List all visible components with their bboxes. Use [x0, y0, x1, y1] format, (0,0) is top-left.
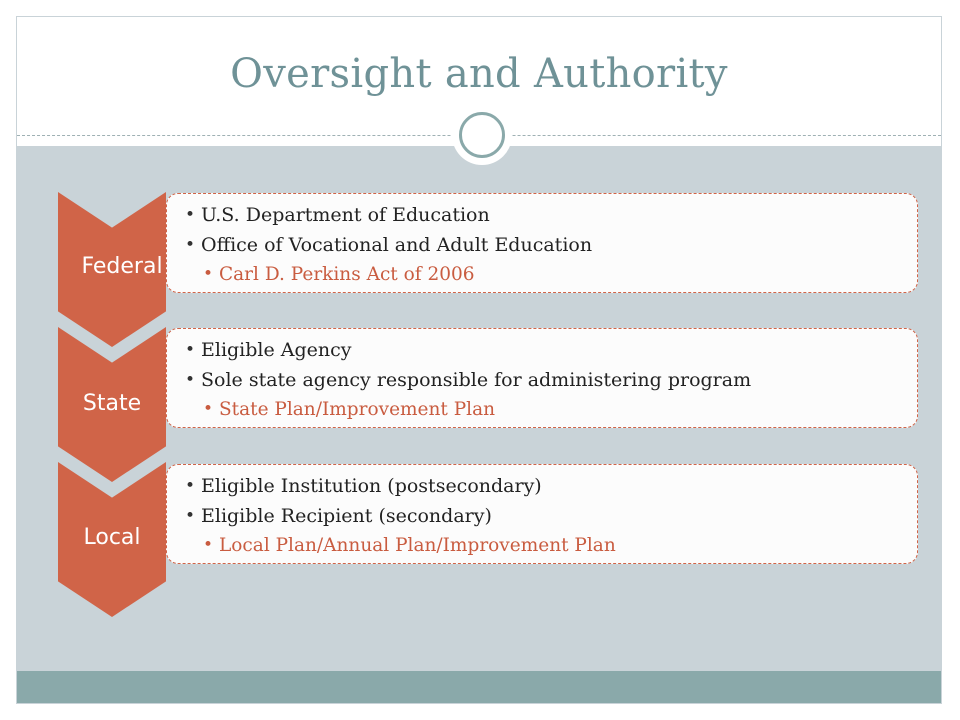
bullet-item: • Eligible Institution (postsecondary)	[185, 472, 616, 502]
slide	[16, 16, 942, 704]
bullet-item: • Office of Vocational and Adult Education	[185, 231, 592, 261]
level-label-state: State	[82, 391, 142, 416]
panel-federal	[166, 193, 918, 293]
level-label-federal: Federal	[81, 254, 163, 279]
sub-bullet-item: • State Plan/Improvement Plan	[203, 395, 751, 425]
bullet-item: • Sole state agency responsible for administering program	[185, 366, 751, 396]
footer-band	[17, 671, 941, 704]
bullet-item: • U.S. Department of Education	[185, 201, 592, 231]
level-label-local: Local	[83, 525, 141, 550]
bullet-list-federal	[185, 201, 592, 290]
panel-state	[166, 328, 918, 428]
bullet-item: • Eligible Agency	[185, 336, 751, 366]
slide-title: Oversight and Authority	[230, 51, 728, 97]
bullet-list-state	[185, 336, 751, 425]
panel-local	[166, 464, 918, 564]
bullet-list-local	[185, 472, 616, 561]
bullet-item: • Eligible Recipient (secondary)	[185, 502, 616, 532]
sub-bullet-item: • Carl D. Perkins Act of 2006	[203, 260, 592, 290]
sub-bullet-item: • Local Plan/Annual Plan/Improvement Plan	[203, 531, 616, 561]
ring-icon	[459, 112, 505, 158]
